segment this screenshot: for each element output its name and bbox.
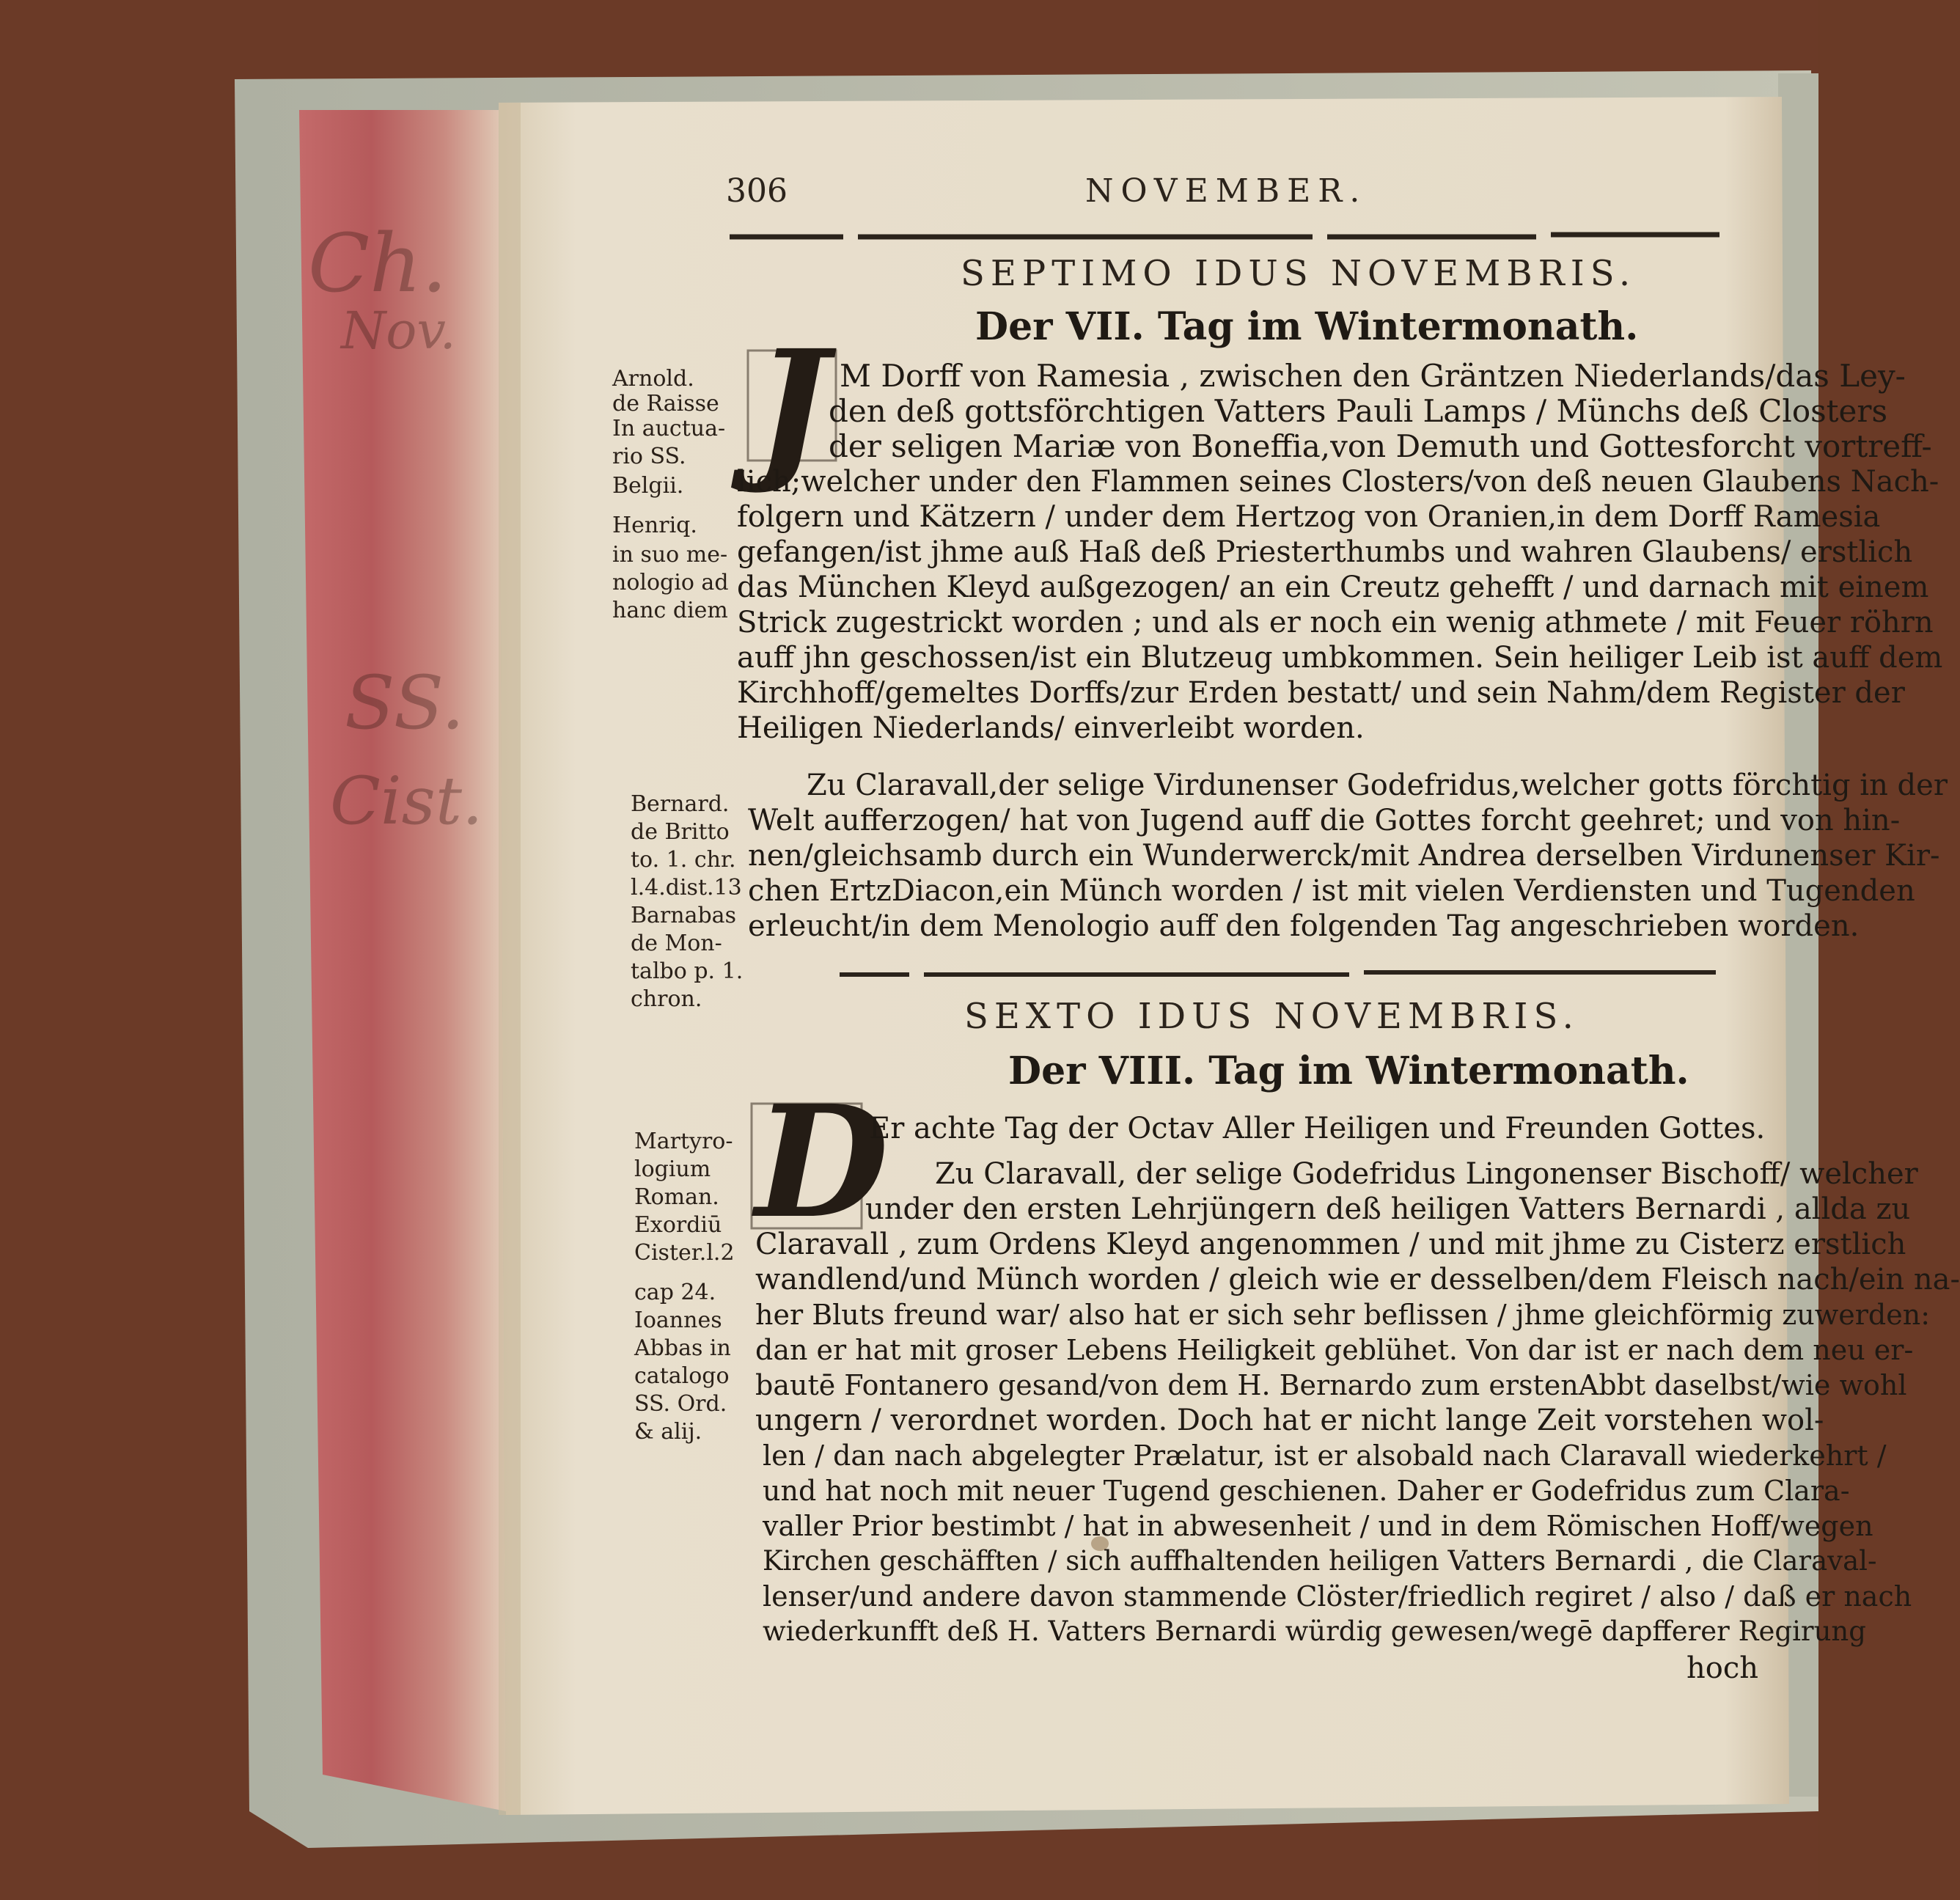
text-line: Heiligen Niederlands/ einverleibt worden. xyxy=(737,711,1365,745)
section-subheading: Der VII. Tag im Wintermonath. xyxy=(975,304,1639,349)
gutter-shadow xyxy=(499,103,521,1815)
margin-note: de Britto xyxy=(631,819,730,845)
page-edges xyxy=(299,110,506,1811)
text-line: ungern / verordnet worden. Doch hat er nicht lange Zeit vorstehen wol- xyxy=(755,1404,1824,1437)
text-line: Zu Claravall,der selige Virdunenser Godefridus,welcher gotts förchtig in der xyxy=(807,769,1948,802)
margin-note: in suo me- xyxy=(612,542,728,568)
margin-note: hanc diem xyxy=(612,598,728,623)
margin-note: Belgii. xyxy=(612,473,684,499)
text-line: Kirchhoff/gemeltes Dorffs/zur Erden bestatt/ und sein Nahm/dem Register der xyxy=(737,676,1905,710)
margin-note: Exordiū xyxy=(634,1212,722,1238)
section-rule xyxy=(840,972,1716,975)
text-line: dan er hat mit groser Lebens Heiligkeit geblühet. Von dar ist er nach dem neu er- xyxy=(755,1334,1914,1366)
margin-note: Ioannes xyxy=(634,1307,722,1333)
section-heading: SEXTO IDUS NOVEMBRIS. xyxy=(964,996,1579,1037)
text-line: wiederkunfft deß H. Vatters Bernardi würdig gewesen/wegē dapfferer Regirung xyxy=(763,1615,1866,1647)
margin-note: to. 1. chr. xyxy=(631,847,736,873)
text-line: bautē Fontanero gesand/von dem H. Bernardo zum erstenAbbt daselbst/wie wohl xyxy=(755,1369,1907,1401)
margin-note: Abbas in xyxy=(634,1335,731,1361)
spine-handwriting-4: Cist. xyxy=(330,763,483,840)
text-line: auff jhn geschossen/ist ein Blutzeug umbkommen. Sein heiliger Leib ist auff dem xyxy=(737,641,1943,675)
running-header: NOVEMBER. xyxy=(1085,172,1368,210)
section-subheading: Der VIII. Tag im Wintermonath. xyxy=(1008,1049,1689,1093)
text-line: nen/gleichsamb durch ein Wunderwerck/mit Andrea derselben Virdunenser Kir- xyxy=(748,839,1940,873)
text-line: Claravall , zum Ordens Kleyd angenommen / und mit jhme zu Cisterz erstlich xyxy=(755,1228,1906,1261)
text-line: lenser/und andere davon stammende Clöster/friedlich regiret / also / daß er nach xyxy=(763,1580,1912,1613)
text-line: under den ersten Lehrjüngern deß heiligen Vatters Bernardi , allda zu xyxy=(865,1192,1911,1226)
text-line: und hat noch mit neuer Tugend geschienen. Daher er Godefridus zum Clara- xyxy=(763,1475,1850,1507)
text-line: der seligen Mariæ von Boneffia,von Demuth und Gottesforcht vortreff- xyxy=(829,428,1932,464)
spine-handwriting-2: Nov. xyxy=(341,301,456,361)
text-line: Er achte Tag der Octav Aller Heiligen und Freunden Gottes. xyxy=(869,1112,1766,1145)
text-line: her Bluts freund war/ also hat er sich sehr beflissen / jhme gleichförmig zuwerden: xyxy=(755,1299,1931,1331)
text-line: den deß gottsförchtigen Vatters Pauli Lamps / Münchs deß Closters xyxy=(829,393,1888,429)
drop-cap: D xyxy=(755,1071,889,1252)
margin-note: rio SS. xyxy=(612,444,686,469)
section-heading: SEPTIMO IDUS NOVEMBRIS. xyxy=(961,253,1637,294)
margin-note: Martyro- xyxy=(634,1129,733,1154)
margin-note: Henriq. xyxy=(612,513,697,538)
text-line: lich;welcher under den Flammen seines Closters/von deß neuen Glaubens Nach- xyxy=(737,465,1939,499)
text-line: Zu Claravall, der selige Godefridus Lingonenser Bischoff/ welcher xyxy=(935,1157,1918,1191)
text-line: Welt aufferzogen/ hat von Jugend auff die Gottes forcht geehret; und von hin- xyxy=(748,804,1901,837)
header-rule xyxy=(730,235,1719,237)
text-line: wandlend/und Münch worden / gleich wie er desselben/dem Fleisch nach/ein na- xyxy=(755,1263,1960,1296)
margin-note: nologio ad xyxy=(612,570,729,595)
catchword: hoch xyxy=(1686,1651,1759,1685)
margin-note: Roman. xyxy=(634,1184,719,1210)
margin-note: Arnold. xyxy=(612,366,694,392)
text-line: len / dan nach abgelegter Prælatur, ist er alsobald nach Claravall wiederkehrt / xyxy=(763,1439,1887,1472)
drop-cap: J xyxy=(755,316,829,497)
text-line: Kirchen geschäfften / sich auffhaltenden heiligen Vatters Bernardi , die Claraval- xyxy=(763,1545,1877,1577)
spine-handwriting-1: Ch. xyxy=(308,216,447,310)
margin-note: chron. xyxy=(631,986,702,1012)
margin-note: de Mon- xyxy=(631,931,722,956)
text-line: Strick zugestrickt worden ; und als er noch ein wenig athmete / mit Feuer röhrn xyxy=(737,606,1934,639)
margin-note: de Raisse xyxy=(612,391,719,417)
text-line: M Dorff von Ramesia , zwischen den Gräntzen Niederlands/das Ley- xyxy=(840,358,1906,394)
margin-note: & alij. xyxy=(634,1419,702,1445)
text-line: folgern und Kätzern / under dem Hertzog von Oranien,in dem Dorff Ramesia xyxy=(737,500,1881,534)
margin-note: Barnabas xyxy=(631,903,736,928)
margin-note: Bernard. xyxy=(631,791,730,817)
margin-note: cap 24. xyxy=(634,1280,716,1305)
margin-note: Cister.l.2 xyxy=(634,1240,735,1266)
margin-note: In auctua- xyxy=(612,416,726,441)
margin-note: l.4.dist.13 xyxy=(631,875,742,901)
text-line: valler Prior bestimbt / hat in abwesenheit / und in dem Römischen Hoff/wegen xyxy=(763,1510,1873,1542)
text-line: chen ErtzDiacon,ein Münch worden / ist mit vielen Verdiensten und Tugenden xyxy=(748,874,1915,908)
margin-note: logium xyxy=(634,1156,711,1182)
text-line: gefangen/ist jhme auß Haß deß Priesterthumbs und wahren Glaubens/ erstlich xyxy=(737,535,1913,569)
margin-note: talbo p. 1. xyxy=(631,958,744,984)
text-line: erleucht/in dem Menologio auff den folgenden Tag angeschrieben worden. xyxy=(748,909,1860,943)
margin-note: catalogo xyxy=(634,1363,730,1389)
text-line: das München Kleyd außgezogen/ an ein Creutz gehefft / und darnach mit einem xyxy=(737,571,1929,604)
spine-handwriting-3: SS. xyxy=(345,660,465,746)
page-number: 306 xyxy=(726,172,788,210)
margin-note: SS. Ord. xyxy=(634,1391,727,1417)
